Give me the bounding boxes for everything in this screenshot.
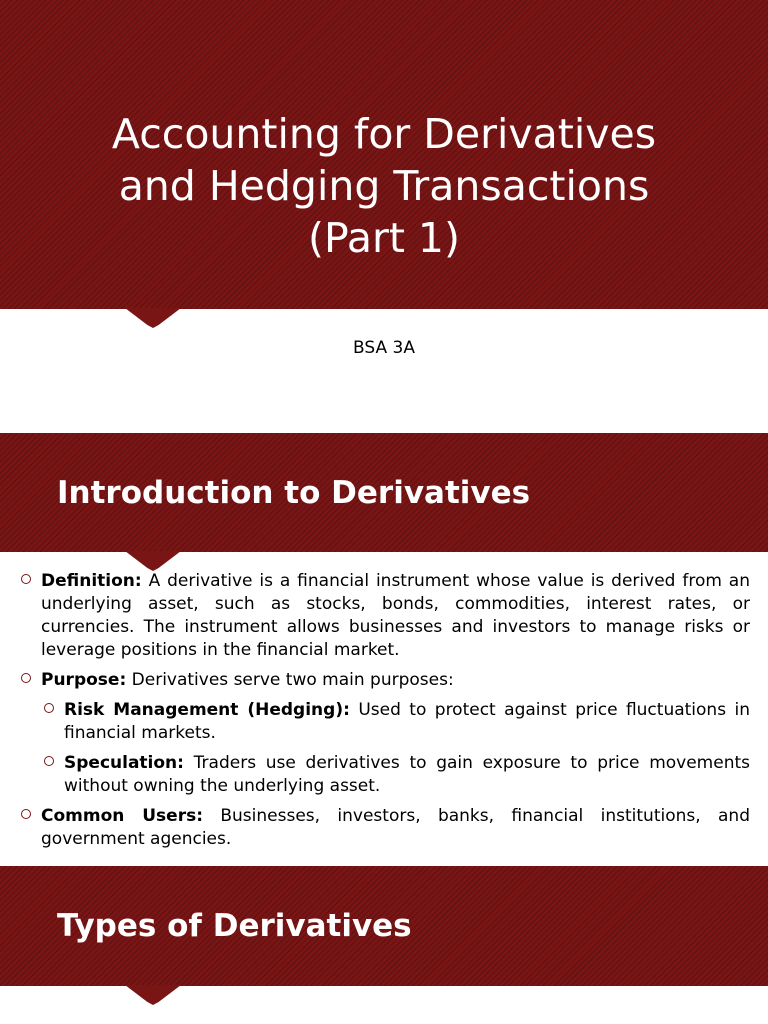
title-line-1: Accounting for Derivatives (111, 110, 657, 158)
intro-bullet-list (0, 570, 768, 858)
bullet-text: A derivative is a financial instrument whose value is derived from an underlying asset, such as stocks, bonds, commodities, interest rates, or currencies. The instrument allows businesses and investors to manage risks or leverage positions in the financial market. (41, 571, 750, 660)
bullet-circle-icon (21, 574, 31, 584)
bullet-text: Derivatives serve two main purposes: (126, 670, 454, 690)
title-line-3: (Part 1) (307, 214, 461, 262)
bullet-circle-icon (21, 673, 31, 683)
bullet-circle-icon (21, 809, 31, 819)
bullet-term: Common Users: (41, 806, 203, 826)
presentation-subtitle: BSA 3A (353, 338, 415, 358)
bullet-circle-icon (44, 756, 54, 766)
presentation-title (0, 108, 768, 264)
bullet-purpose (41, 669, 750, 699)
bullet-common-users (41, 805, 750, 858)
title-banner-notch (125, 308, 181, 328)
title-line-2: and Hedging Transactions (118, 162, 650, 210)
types-heading: Types of Derivatives (57, 908, 412, 944)
sub-bullet-risk-management (64, 699, 750, 752)
bullet-text: Used to protect against price fluctuations in financial markets. (64, 700, 750, 743)
sub-bullet-speculation (64, 752, 750, 805)
bullet-circle-icon (44, 703, 54, 713)
types-banner-notch (125, 985, 181, 1005)
bullet-definition (41, 570, 750, 669)
intro-banner-notch (125, 551, 181, 571)
bullet-text: Businesses, investors, banks, financial institutions, and government agencies. (41, 806, 750, 849)
bullet-term: Purpose: (41, 670, 127, 690)
intro-heading: Introduction to Derivatives (57, 475, 531, 511)
bullet-text: Traders use derivatives to gain exposure to price movements without owning the underlying asset. (64, 753, 750, 796)
bullet-term: Speculation: (64, 753, 184, 773)
bullet-term: Risk Management (Hedging): (64, 700, 350, 720)
bullet-term: Definition: (41, 571, 142, 591)
